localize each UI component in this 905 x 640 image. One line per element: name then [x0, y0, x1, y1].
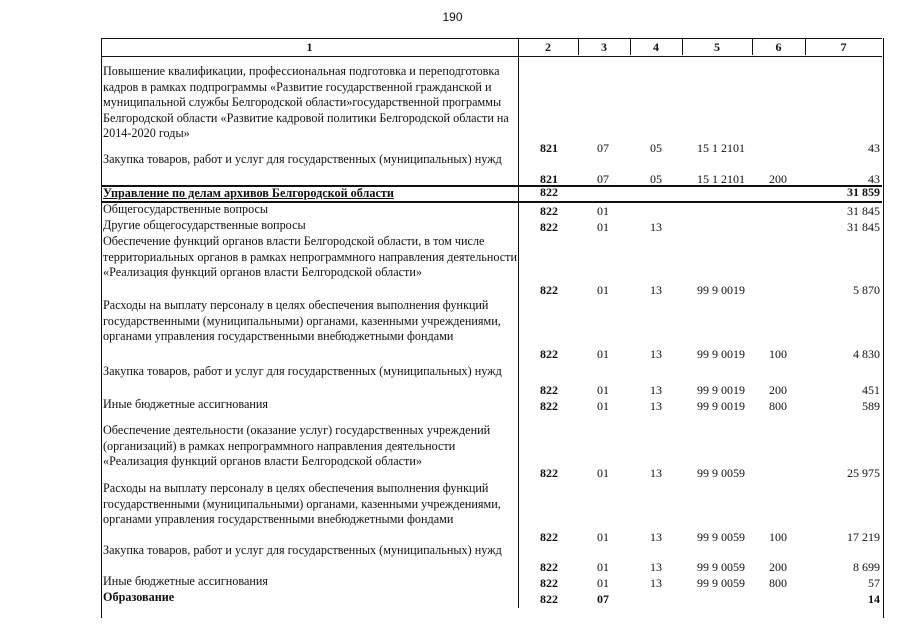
table-row: [101, 298, 882, 361]
cell-admin-code: 822: [540, 466, 558, 480]
page-number: 190: [442, 10, 463, 24]
cell-expense-type: 200: [769, 172, 787, 186]
cell-subsection: 13: [650, 576, 662, 590]
cell-section: 01: [597, 283, 609, 297]
cell-amount: 31 845: [847, 204, 880, 218]
cell-subsection: 13: [650, 466, 662, 480]
cell-target-article: 99 9 0059: [697, 576, 745, 590]
cell-expense-type: 200: [769, 383, 787, 397]
cell-amount: 589: [862, 399, 880, 413]
cell-amount: 4 830: [853, 347, 880, 361]
cell-admin-code: 822: [540, 220, 558, 234]
cell-subsection: 05: [650, 172, 662, 186]
cell-expense-type: 100: [769, 347, 787, 361]
row-description: Управление по делам архивов Белгородской области: [103, 186, 394, 200]
cell-section: 01: [597, 220, 609, 234]
table-row: [101, 234, 882, 297]
cell-expense-type: 200: [769, 560, 787, 574]
cell-admin-code: 822: [540, 283, 558, 297]
cell-section: 07: [597, 592, 609, 606]
table-row: [101, 543, 882, 574]
cell-admin-code: 821: [540, 141, 558, 155]
cell-admin-code: 822: [540, 560, 558, 574]
cell-target-article: 99 9 0019: [697, 347, 745, 361]
table-row: [101, 590, 882, 606]
cell-target-article: 99 9 0059: [697, 530, 745, 544]
table-row: [101, 64, 882, 155]
table-row: [101, 397, 882, 413]
table-row: [101, 364, 882, 397]
cell-section: 01: [597, 383, 609, 397]
cell-admin-code: 822: [540, 185, 558, 199]
cell-section: 01: [597, 466, 609, 480]
header-cell: 3: [601, 40, 607, 54]
row-description: Другие общегосударственные вопросы: [103, 218, 306, 232]
header-cell: 7: [840, 40, 847, 54]
cell-target-article: 99 9 0019: [697, 283, 745, 297]
cell-subsection: 13: [650, 220, 662, 234]
cell-amount: 8 699: [853, 560, 880, 574]
cell-target-article: 99 9 0019: [697, 399, 745, 413]
cell-amount: 5 870: [853, 283, 880, 297]
row-description: Иные бюджетные ассигнования: [103, 574, 269, 588]
row-description: Иные бюджетные ассигнования: [103, 397, 269, 411]
cell-section: 07: [597, 172, 609, 186]
cell-section: 01: [597, 576, 609, 590]
cell-admin-code: 822: [540, 347, 558, 361]
table-row: [101, 574, 882, 590]
cell-admin-code: 822: [540, 576, 558, 590]
table-row: [101, 185, 882, 203]
table-row: [101, 423, 882, 480]
row-description: Расходы на выплату персоналу в целях обеспечения выполнения функций государственными (муниципальными) органами, казенными учреждениями, органами управления государственными внебюджетными фондами: [103, 298, 501, 344]
row-description: Закупка товаров, работ и услуг для государственных (муниципальных) нужд: [103, 152, 502, 166]
cell-amount: 31 859: [847, 185, 880, 199]
cell-section: 01: [597, 560, 609, 574]
table-header-row: [101, 38, 882, 57]
cell-subsection: 13: [650, 399, 662, 413]
row-description: Обеспечение деятельности (оказание услуг) государственных учреждений (организаций) в рамках непрограммного направления деятельности «Реализация функций органов власти Белгородской области»: [103, 423, 491, 469]
cell-amount: 43: [868, 172, 880, 186]
cell-section: 01: [597, 399, 609, 413]
cell-section: 01: [597, 204, 609, 218]
cell-subsection: 13: [650, 530, 662, 544]
header-cell: 6: [775, 40, 782, 54]
header-cell: 1: [306, 40, 313, 54]
cell-subsection: 13: [650, 283, 662, 297]
cell-subsection: 13: [650, 347, 662, 361]
cell-target-article: 99 9 0059: [697, 560, 745, 574]
row-description: Закупка товаров, работ и услуг для государственных (муниципальных) нужд: [103, 543, 502, 557]
table-row: [101, 152, 882, 186]
cell-amount: 43: [868, 141, 880, 155]
cell-amount: 31 845: [847, 220, 880, 234]
cell-expense-type: 800: [769, 399, 787, 413]
cell-admin-code: 822: [540, 399, 558, 413]
cell-admin-code: 822: [540, 204, 558, 218]
cell-section: 01: [597, 530, 609, 544]
cell-amount: 17 219: [847, 530, 880, 544]
header-cell: 4: [653, 40, 659, 54]
cell-amount: 451: [862, 383, 880, 397]
cell-section: 07: [597, 141, 609, 155]
table-row: [101, 481, 882, 544]
cell-amount: 25 975: [847, 466, 880, 480]
cell-target-article: 15 1 2101: [697, 172, 745, 186]
row-description: Расходы на выплату персоналу в целях обеспечения выполнения функций государственными (муниципальными) органами, казенными учреждениями, органами управления государственными внебюджетными фондами: [103, 481, 501, 527]
table-row: [101, 202, 882, 218]
cell-admin-code: 822: [540, 530, 558, 544]
cell-target-article: 99 9 0019: [697, 383, 745, 397]
cell-subsection: 05: [650, 141, 662, 155]
row-description: Обеспечение функций органов власти Белгородской области, в том числе территориальных органов в рамках непрограммного направления деятельности «Реализация функций органов власти Белгородской области»: [103, 234, 518, 280]
cell-expense-type: 800: [769, 576, 787, 590]
cell-amount: 14: [868, 592, 880, 606]
cell-admin-code: 822: [540, 592, 558, 606]
header-cell: 2: [545, 40, 551, 54]
cell-target-article: 99 9 0059: [697, 466, 745, 480]
cell-admin-code: 822: [540, 383, 558, 397]
row-description: Общегосударственные вопросы: [103, 202, 269, 216]
cell-expense-type: 100: [769, 530, 787, 544]
row-description: Повышение квалификации, профессиональная подготовка и переподготовка кадров в рамках подпрограммы «Развитие государственной гражданской и муниципальной службы Белгородской области»государственной программы Белгородской области «Развитие кадровой политики Белгородской области на 2014-2020 годы»: [103, 64, 509, 141]
cell-amount: 57: [868, 576, 880, 590]
row-description: Закупка товаров, работ и услуг для государственных (муниципальных) нужд: [103, 364, 502, 378]
table-row: [101, 218, 882, 234]
cell-admin-code: 821: [540, 172, 558, 186]
row-description: Образование: [103, 590, 175, 604]
header-cell: 5: [714, 40, 720, 54]
cell-target-article: 15 1 2101: [697, 141, 745, 155]
cell-section: 01: [597, 347, 609, 361]
cell-subsection: 13: [650, 560, 662, 574]
cell-subsection: 13: [650, 383, 662, 397]
